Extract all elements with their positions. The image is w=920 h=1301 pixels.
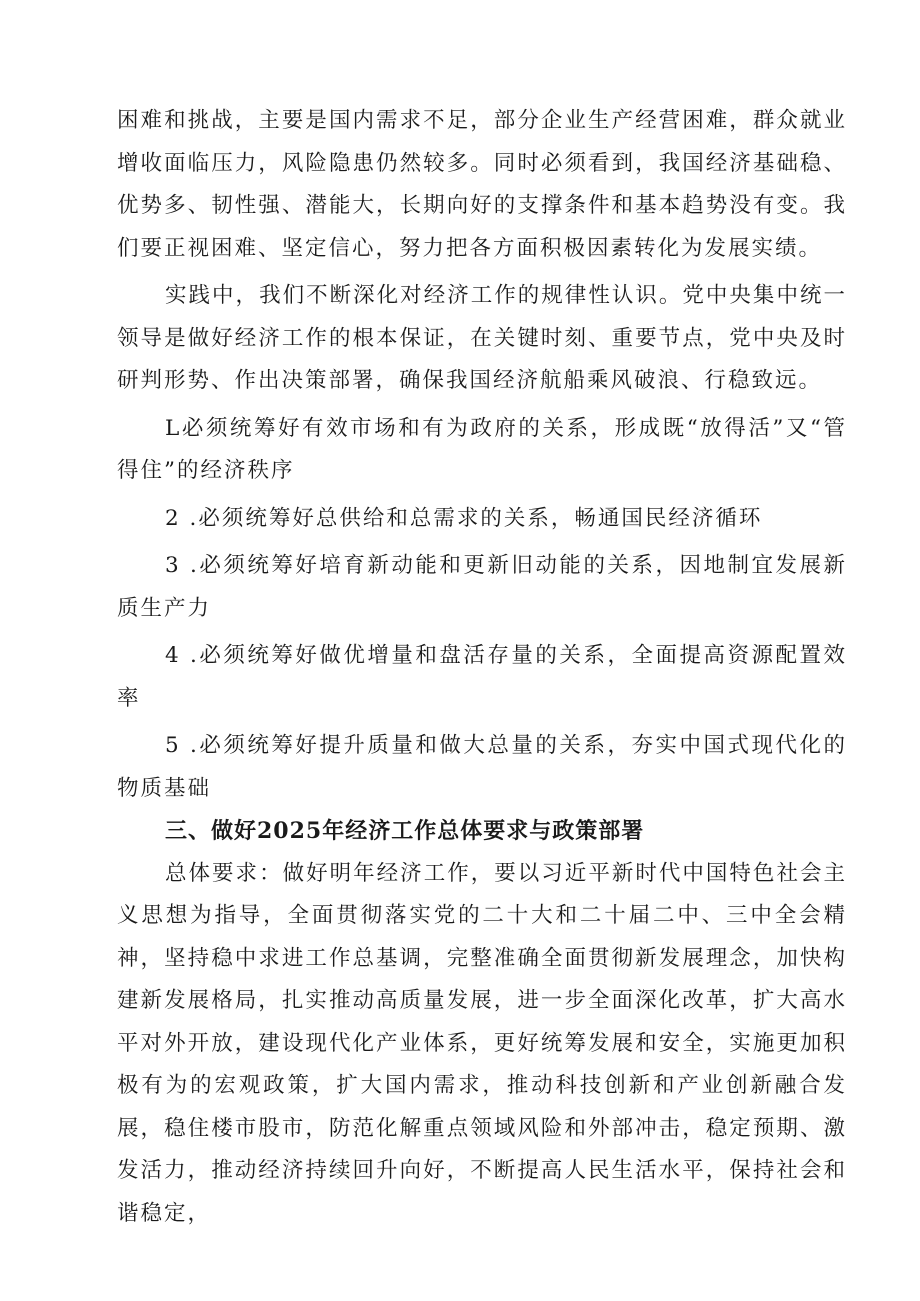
section-heading: 三、做好2025年经济工作总体要求与政策部署 <box>165 818 645 844</box>
list-item-2: 2 .必须统筹好总供给和总需求的关系，畅通国民经济循环 <box>165 505 763 531</box>
list-item-4: 4 .必须统筹好做优增量和盘活存量的关系，全面提高资源配置效率 <box>117 643 847 711</box>
document-body <box>117 100 847 1235</box>
list-item-3: 3 .必须统筹好培育新动能和更新旧动能的关系，因地制宜发展新质生产力 <box>117 553 847 621</box>
list-item-5: 5 .必须统筹好提升质量和做大总量的关系，夯实中国式现代化的物质基础 <box>117 733 847 801</box>
paragraph-practice: 实践中，我们不断深化对经济工作的规律性认识。党中央集中统一领导是做好经济工作的根本保证，在关键时刻、重要节点，党中央及时研判形势、作出决策部署，确保我国经济航船乘风破浪、行稳致远。 <box>117 283 847 393</box>
paragraph-general-requirements: 总体要求：做好明年经济工作，要以习近平新时代中国特色社会主义思想为指导，全面贯彻落实党的二十大和二十届二中、三中全会精神，坚持稳中求进工作总基调，完整准确全面贯彻新发展理念，加快构建新发展格局，扎实推动高质量发展，进一步全面深化改革，扩大高水平对外开放，建设现代化产业体系，更好统筹发展和安全，实施更加积极有为的宏观政策，扩大国内需求，推动科技创新和产业创新融合发展，稳住楼市股市，防范化解重点领域风险和外部冲击，稳定预期、激发活力，推动经济持续回升向好，不断提高人民生活水平，保持社会和谐稳定， <box>117 860 847 1226</box>
paragraph-challenges: 困难和挑战，主要是国内需求不足，部分企业生产经营困难，群众就业增收面临压力，风险隐患仍然较多。同时必须看到，我国经济基础稳、优势多、韧性强、潜能大，长期向好的支撑条件和基本趋势没有变。我们要正视困难、坚定信心，努力把各方面积极因素转化为发展实绩。 <box>117 108 847 261</box>
list-item-1: L必须统筹好有效市场和有为政府的关系，形成既“放得活”又“管得住”的经济秩序 <box>117 415 847 483</box>
